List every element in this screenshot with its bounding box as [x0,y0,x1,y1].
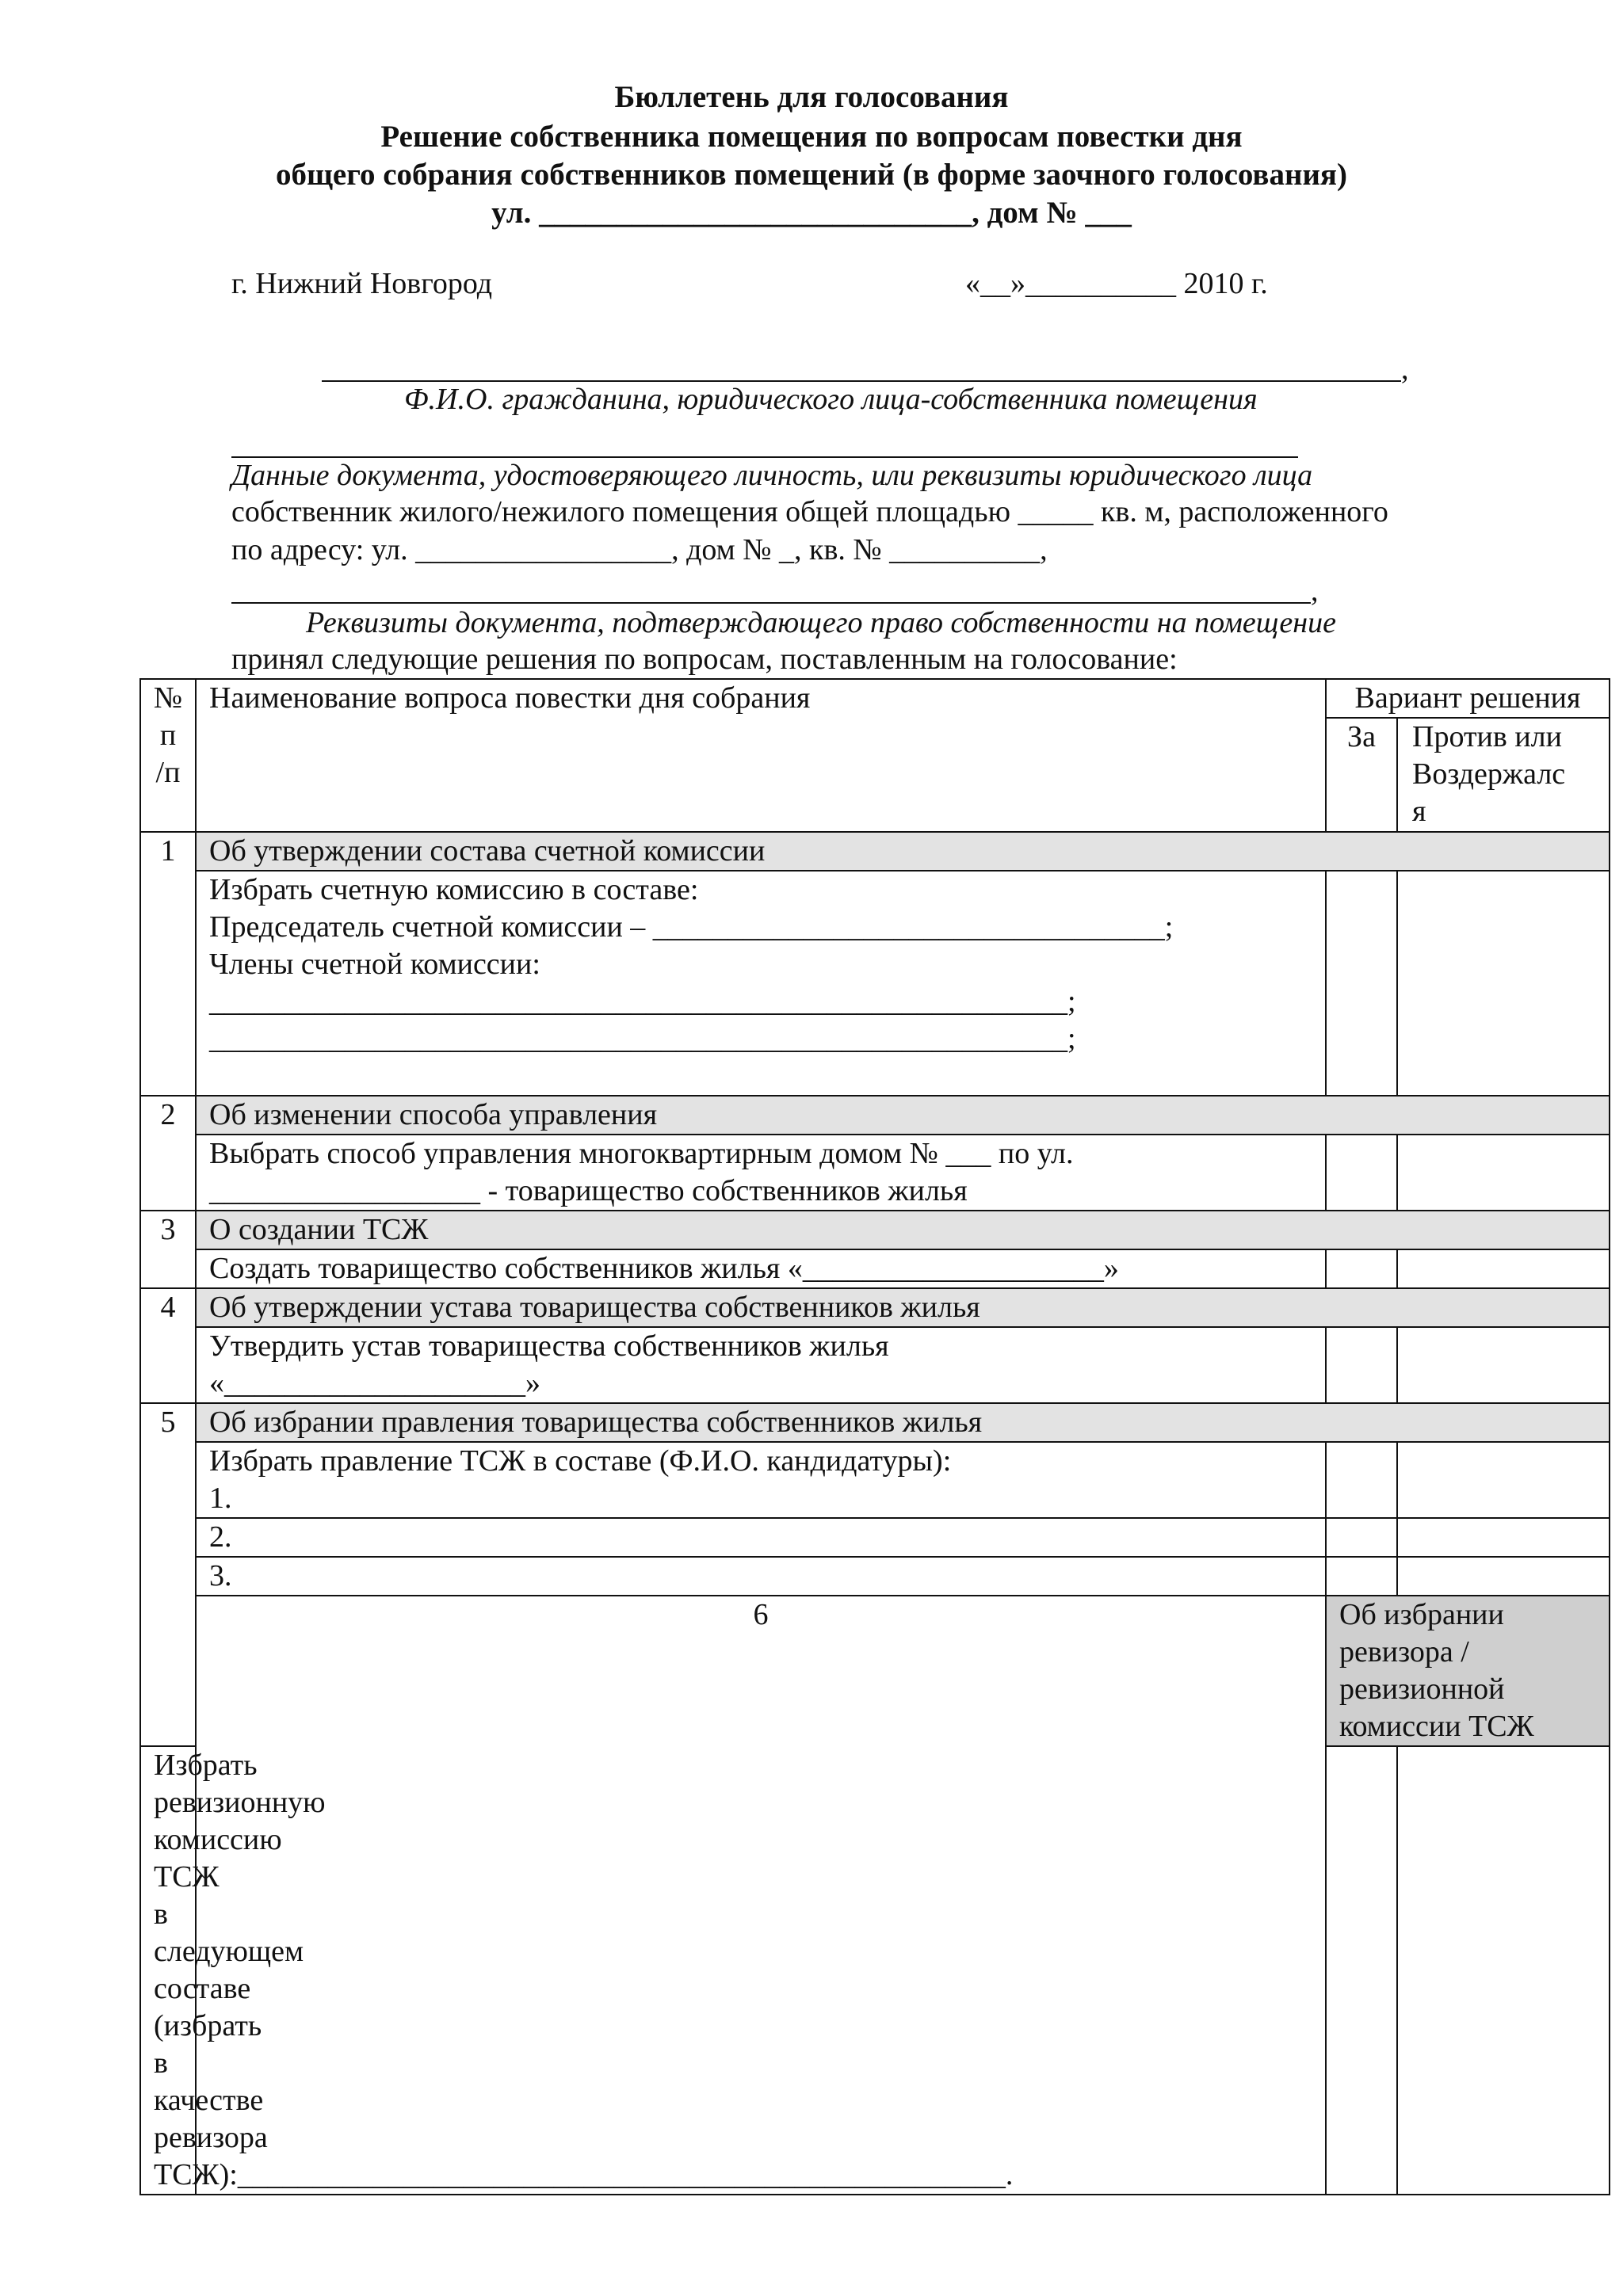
decision-line: Выбрать способ управления многоквартирным домом № ___ по ул. [209,1137,1074,1170]
decision-line: __________________ - товарищество собственников жилья [209,1174,968,1207]
owner-name-comma: , [1401,353,1409,386]
decision-line: _________________________________________________________; [209,1022,1076,1055]
vote-against-cell[interactable] [1397,1557,1610,1596]
question-row-4 [140,1288,1610,1327]
question-title: Об избрании правления товарищества собственников жилья [196,1403,1610,1442]
decision-line: Создать товарищество собственников жилья «____________________» [209,1252,1119,1285]
decision-line: Председатель счетной комиссии – __________________________________; [209,910,1174,944]
header-num-line2: п [159,719,177,752]
ballot-address-line: ул. ____________________________, дом № ___ [491,196,1132,230]
row-number: 3 [140,1211,196,1288]
candidate-row-2 [140,1518,1610,1557]
question-title: Об утверждении устава товарищества собственников жилья [196,1288,1610,1327]
header-against-line2: Воздержалс [1412,757,1566,791]
ballot-subtitle: Решение собственника помещения по вопросам повестки дня [380,120,1243,154]
ballot-title: Бюллетень для голосования [614,80,1009,114]
decision-line: Члены счетной комиссии: [209,948,540,981]
header-against [1397,718,1610,832]
decision-intro: принял следующие решения по вопросам, поставленным на голосование: [231,643,1178,676]
ballot-subtitle-2: общего собрания собственников помещений (в форме заочного голосования) [275,158,1348,192]
vote-for-cell[interactable] [1326,1557,1397,1596]
question-title: Об утверждении состава счетной комиссии [196,832,1610,871]
decision-text [140,1746,1014,2195]
decision-line: Избрать счетную комиссию в составе: [209,873,699,906]
owner-document-caption: Данные документа, удостоверяющего личность, или реквизиты юридического лица [231,459,1313,492]
decision-row-1 [140,871,1610,1096]
decision-line: ТСЖ):___________________________________________________. [154,2158,1014,2191]
decision-text [196,1135,1326,1211]
header-decision: Вариант решения [1326,679,1610,718]
vote-for-cell[interactable] [1326,871,1397,1096]
row-number: 5 [140,1403,196,1746]
decision-text [196,871,1326,1096]
date-field: «__»__________ 2010 г. [965,267,1268,300]
header-num-line3: /п [155,756,181,789]
vote-for-cell[interactable] [1326,1442,1397,1518]
decision-line: «____________________» [209,1367,540,1400]
decision-line: Избрать правление ТСЖ в составе (Ф.И.О. кандидатуры): [209,1444,952,1478]
premises-line: собственник жилого/нежилого помещения общей площадью _____ кв. м, расположенного [231,495,1388,528]
header-question: Наименование вопроса повестки дня собрания [196,679,1326,832]
row-number: 1 [140,832,196,1096]
vote-against-cell[interactable] [1397,1746,1610,2195]
question-row-6 [140,1596,1610,1746]
header-against-line3: я [1412,795,1426,828]
vote-against-cell[interactable] [1397,1442,1610,1518]
owner-name-caption: Ф.И.О. гражданина, юридического лица-собственника помещения [404,383,1258,416]
candidate-1: 1. [209,1482,232,1515]
question-row-2 [140,1096,1610,1135]
vote-against-cell[interactable] [1397,1135,1610,1211]
vote-for-cell[interactable] [1326,1746,1397,2195]
rights-document-caption: Реквизиты документа, подтверждающего право собственности на помещение [306,606,1336,639]
question-title: Об избрании ревизора /ревизионной комиссии ТСЖ [1326,1596,1610,1746]
candidate-3: 3. [196,1557,1326,1596]
vote-against-cell[interactable] [1397,1518,1610,1557]
header-against-line1: Против или [1412,720,1562,753]
decision-text [196,1249,1326,1288]
header-num-line1: № [153,681,183,715]
candidate-row-3 [140,1557,1610,1596]
decision-row-2 [140,1135,1610,1211]
decision-line: _________________________________________________________; [209,985,1076,1018]
decision-text [196,1327,1326,1403]
vote-for-cell[interactable] [1326,1249,1397,1288]
decision-line: качестве ревизора [154,2084,268,2154]
question-row-5 [140,1403,1610,1442]
vote-against-cell[interactable] [1397,1249,1610,1288]
vote-for-cell[interactable] [1326,1327,1397,1403]
address-line: по адресу: ул. _________________, дом № _, кв. № __________, [231,533,1048,566]
row-number: 6 [196,1596,1326,2195]
vote-for-cell[interactable] [1326,1135,1397,1211]
decision-row-5 [140,1442,1610,1518]
table-header-row [140,679,1610,718]
vote-against-cell[interactable] [1397,1327,1610,1403]
question-row-3 [140,1211,1610,1249]
decision-line: Утвердить устав товарищества собственников жилья [209,1329,889,1363]
row-number: 4 [140,1288,196,1403]
decision-text [196,1442,1326,1518]
question-title: Об изменении способа управления [196,1096,1610,1135]
decision-row-4 [140,1327,1610,1403]
city-label: г. Нижний Новгород [231,267,493,300]
vote-for-cell[interactable] [1326,1518,1397,1557]
vote-against-cell[interactable] [1397,871,1610,1096]
decision-row-3 [140,1249,1610,1288]
candidate-2: 2. [196,1518,1326,1557]
header-num [140,679,196,832]
rights-document-line [231,602,1311,604]
voting-table [139,678,1610,2195]
rights-document-comma: , [1311,574,1319,608]
decision-line: Избрать ревизионную комиссию ТСЖ в следующем составе (избрать в [154,1749,326,2080]
question-row-1 [140,832,1610,871]
row-number: 2 [140,1096,196,1211]
header-for: За [1326,718,1397,832]
question-title: О создании ТСЖ [196,1211,1610,1249]
